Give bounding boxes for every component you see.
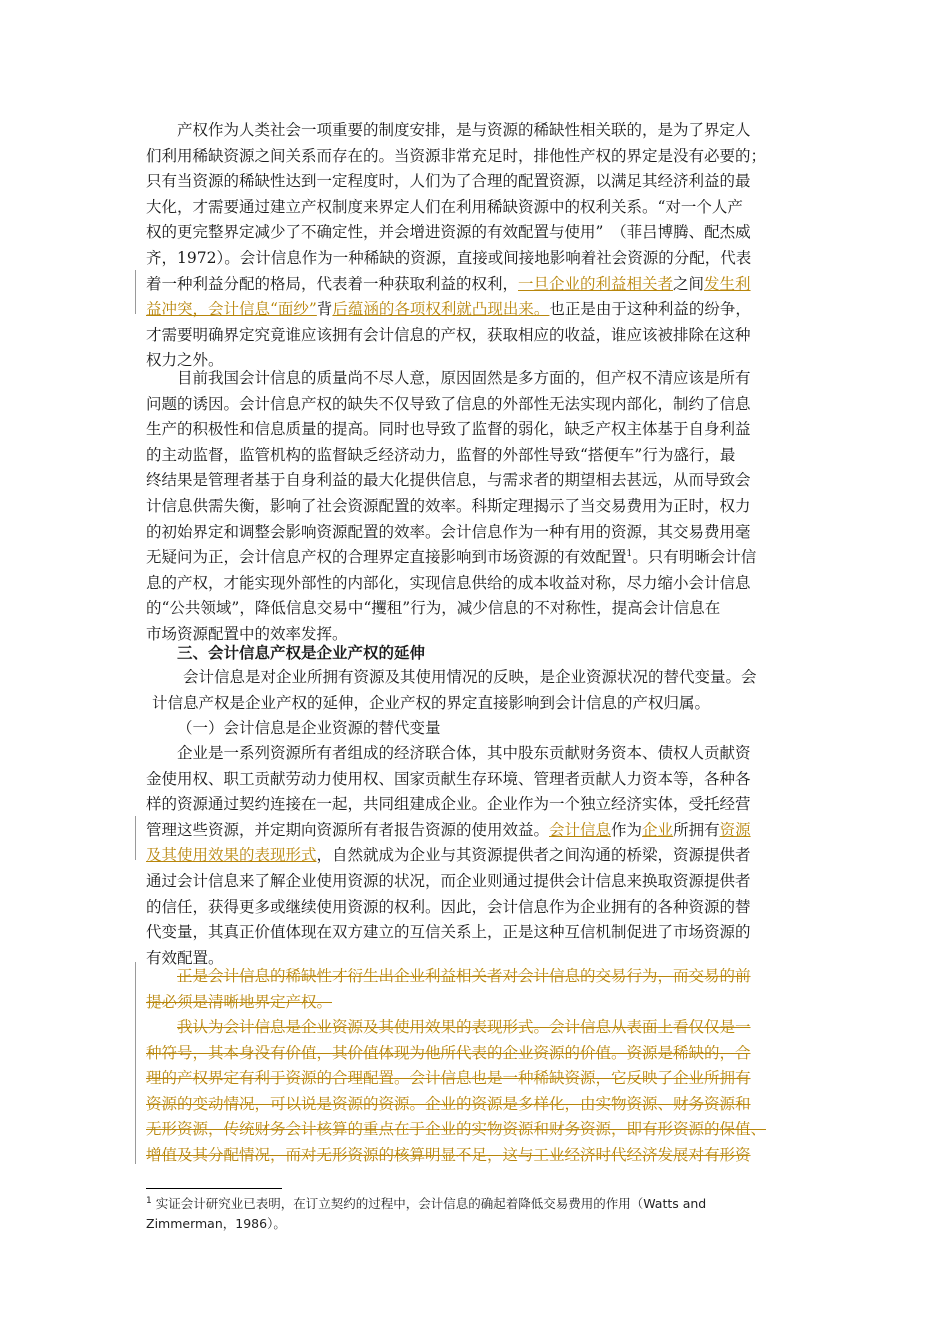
deleted-paragraph — [146, 1015, 806, 1169]
text-run: 所拥有 — [673, 820, 720, 839]
text-line: 产权作为人类社会一项重要的制度安排，是与资源的稀缺性相关联的，是为了界定人 — [177, 121, 751, 139]
inserted-text[interactable]: 后蕴涵的各项权利就凸现出来。 — [332, 300, 550, 319]
text-line — [146, 545, 806, 571]
text-line: 有效配置。 — [146, 948, 224, 967]
text-line: 计信息供需失衡，影响了社会资源配置的效率。科斯定理揭示了当交易费用为正时，权力 — [146, 496, 751, 515]
text-line: 的初始界定和调整会影响资源配置的效率。会计信息作为一种有用的资源，其交易费用毫 — [146, 522, 751, 541]
text-run: 之间 — [673, 274, 705, 293]
deleted-text[interactable]: 资源的变动情况，可以说是资源的资源。企业的资源是多样化，由实物资源、财务资源和 — [146, 1094, 751, 1113]
deleted-text[interactable]: 理的产权界定有利于资源的合理配置。会计信息也是一种稀缺资源，它反映了企业所拥有 — [146, 1069, 751, 1088]
text-run: 背 — [316, 300, 333, 319]
text-line: 会计信息是对企业所拥有资源及其使用情况的反映，是企业资源状况的替代变量。会 — [183, 668, 757, 686]
inserted-text[interactable]: 发生利 — [704, 274, 751, 293]
deleted-text[interactable]: 正是会计信息的稀缺性才衍生出企业利益相关者对会计信息的交易行为，而交易的前 — [177, 967, 751, 985]
deleted-text[interactable]: 我认为会计信息是企业资源及其使用效果的表现形式。会计信息从表面上看仅仅是一 — [177, 1018, 751, 1036]
text-line: 的“公共领域”，降低信息交易中“攫租”行为，减少信息的不对称性，提高会计信息在 — [146, 599, 721, 618]
text-run: 。只有明晰会计信 — [632, 548, 757, 567]
change-bar — [135, 962, 136, 1164]
text-line: 代变量，其真正价值体现在双方建立的互信关系上，正是这种互信机制促进了市场资源的 — [146, 923, 751, 942]
text-line: 金使用权、职工贡献劳动力使用权、国家贡献生存环境、管理者贡献人力资本等，各种各 — [146, 769, 751, 788]
text-line — [146, 272, 806, 298]
inserted-text[interactable]: 企业 — [642, 820, 674, 839]
text-run: 无疑问为正，会计信息产权的合理界定直接影响到市场资源的有效配置 — [146, 548, 627, 567]
inserted-text[interactable]: 会计信息 — [549, 820, 612, 839]
footnote-text: 实证会计研究业已表明，在订立契约的过程中，会计信息的确起着降低交易费用的作用（Watts and — [155, 1196, 707, 1211]
footnote-marker: 1 — [146, 1195, 152, 1206]
paragraph-extension — [146, 665, 806, 716]
text-line: 终结果是管理者基于自身利益的最大化提供信息，与需求者的期望相去甚远，从而导致会 — [146, 471, 751, 490]
text-line: 的主动监督，监管机构的监督缺乏经济动力，监督的外部性导致“搭便车”行为盛行，最 — [146, 445, 736, 464]
footnote-reference[interactable]: 1 — [626, 549, 633, 559]
footnote — [146, 1194, 786, 1234]
subsection-heading: （一）会计信息是企业资源的替代变量 — [177, 719, 441, 737]
text-run: 作为 — [611, 820, 643, 839]
text-line: 大化，才需要通过建立产权制度来界定人们在利用稀缺资源中的权利关系。“对一个人产 — [146, 197, 743, 216]
text-line: 企业是一系列资源所有者组成的经济联合体，其中股东贡献财务资本、债权人贡献资 — [177, 744, 751, 762]
deleted-text[interactable]: 增值及其分配情况，而对无形资源的核算明显不足，这与工业经济时代经济发展对有形资 — [146, 1145, 751, 1164]
inserted-text[interactable]: 及其使用效果的表现形式 — [146, 846, 317, 865]
text-line: 通过会计信息来了解企业使用资源的状况，而企业则通过提供会计信息来换取资源提供者 — [146, 871, 751, 890]
text-line: 们利用稀缺资源之间关系而存在的。当资源非常充足时，排他性产权的界定是没有必要的； — [146, 146, 767, 165]
text-run: ，自然就成为企业与其资源提供者之间沟通的桥梁，资源提供者 — [316, 846, 751, 865]
text-line: 权力之外。 — [146, 351, 224, 370]
change-bar — [135, 270, 136, 314]
text-line: 的信任，获得更多或继续使用资源的权利。因此，会计信息作为企业拥有的各种资源的替 — [146, 897, 751, 916]
paragraph-quality-issues — [146, 366, 806, 648]
footnote-separator — [146, 1188, 282, 1189]
footnote-line: Zimmerman，1986）。 — [146, 1216, 286, 1231]
paragraph-enterprise-resources — [146, 741, 806, 971]
section-heading: 三、会计信息产权是企业产权的延伸 — [177, 643, 426, 662]
paragraph-property-rights — [146, 118, 806, 374]
text-line: 权的更完整界定减少了不确定性，并会增进资源的有效配置与使用” （菲吕博腾、配杰威 — [146, 223, 751, 242]
text-line: 才需要明确界定究竟谁应该拥有会计信息的产权，获取相应的收益，谁应该被排除在这种 — [146, 325, 751, 344]
text-line: 样的资源通过契约连接在一起，共同组建成企业。企业作为一个独立经济实体，受托经营 — [146, 795, 751, 814]
text-line: 息的产权，才能实现外部性的内部化，实现信息供给的成本收益对称，尽力缩小会计信息 — [146, 573, 751, 592]
text-line — [146, 843, 806, 869]
footnote-line — [146, 1194, 786, 1214]
text-line: 问题的诱因。会计信息产权的缺失不仅导致了信息的外部性无法实现内部化，制约了信息 — [146, 394, 751, 413]
deleted-text[interactable]: 种符号，其本身没有价值，其价值体现为他所代表的企业资源的价值。资源是稀缺的，合 — [146, 1043, 751, 1062]
text-line — [146, 297, 806, 323]
text-run: 着一种利益分配的格局，代表着一种获取利益的权利， — [146, 274, 519, 293]
text-line — [146, 818, 806, 844]
deleted-text[interactable]: 提必须是清晰地界定产权。 — [146, 992, 333, 1011]
text-line: 只有当资源的稀缺性达到一定程度时，人们为了合理的配置资源，以满足其经济利益的最 — [146, 172, 751, 191]
inserted-text[interactable]: 益冲突，会计信息“面纱” — [146, 300, 317, 319]
text-run: 管理这些资源，并定期向资源所有者报告资源的使用效益。 — [146, 820, 550, 839]
text-line: 生产的积极性和信息质量的提高。同时也导致了监督的弱化，缺乏产权主体基于自身利益 — [146, 420, 751, 439]
text-line: 市场资源配置中的效率发挥。 — [146, 624, 348, 643]
deleted-text[interactable]: 无形资源，传统财务会计核算的重点在于企业的实物资源和财务资源，即有形资源的保值、 — [146, 1120, 767, 1139]
text-run: 也正是由于这种利益的纷争， — [549, 300, 751, 319]
text-line: 齐，1972）。会计信息作为一种稀缺的资源，直接或间接地影响着社会资源的分配，代表 — [146, 248, 752, 267]
inserted-text[interactable]: 一旦企业的利益相关者 — [518, 274, 674, 293]
change-bar — [135, 816, 136, 860]
deleted-paragraph — [146, 964, 806, 1015]
text-line: 目前我国会计信息的质量尚不尽人意，原因固然是多方面的，但产权不清应该是所有 — [177, 369, 751, 387]
inserted-text[interactable]: 资源 — [719, 820, 751, 839]
text-line: 计信息产权是企业产权的延伸，企业产权的界定直接影响到会计信息的产权归属。 — [152, 693, 711, 712]
